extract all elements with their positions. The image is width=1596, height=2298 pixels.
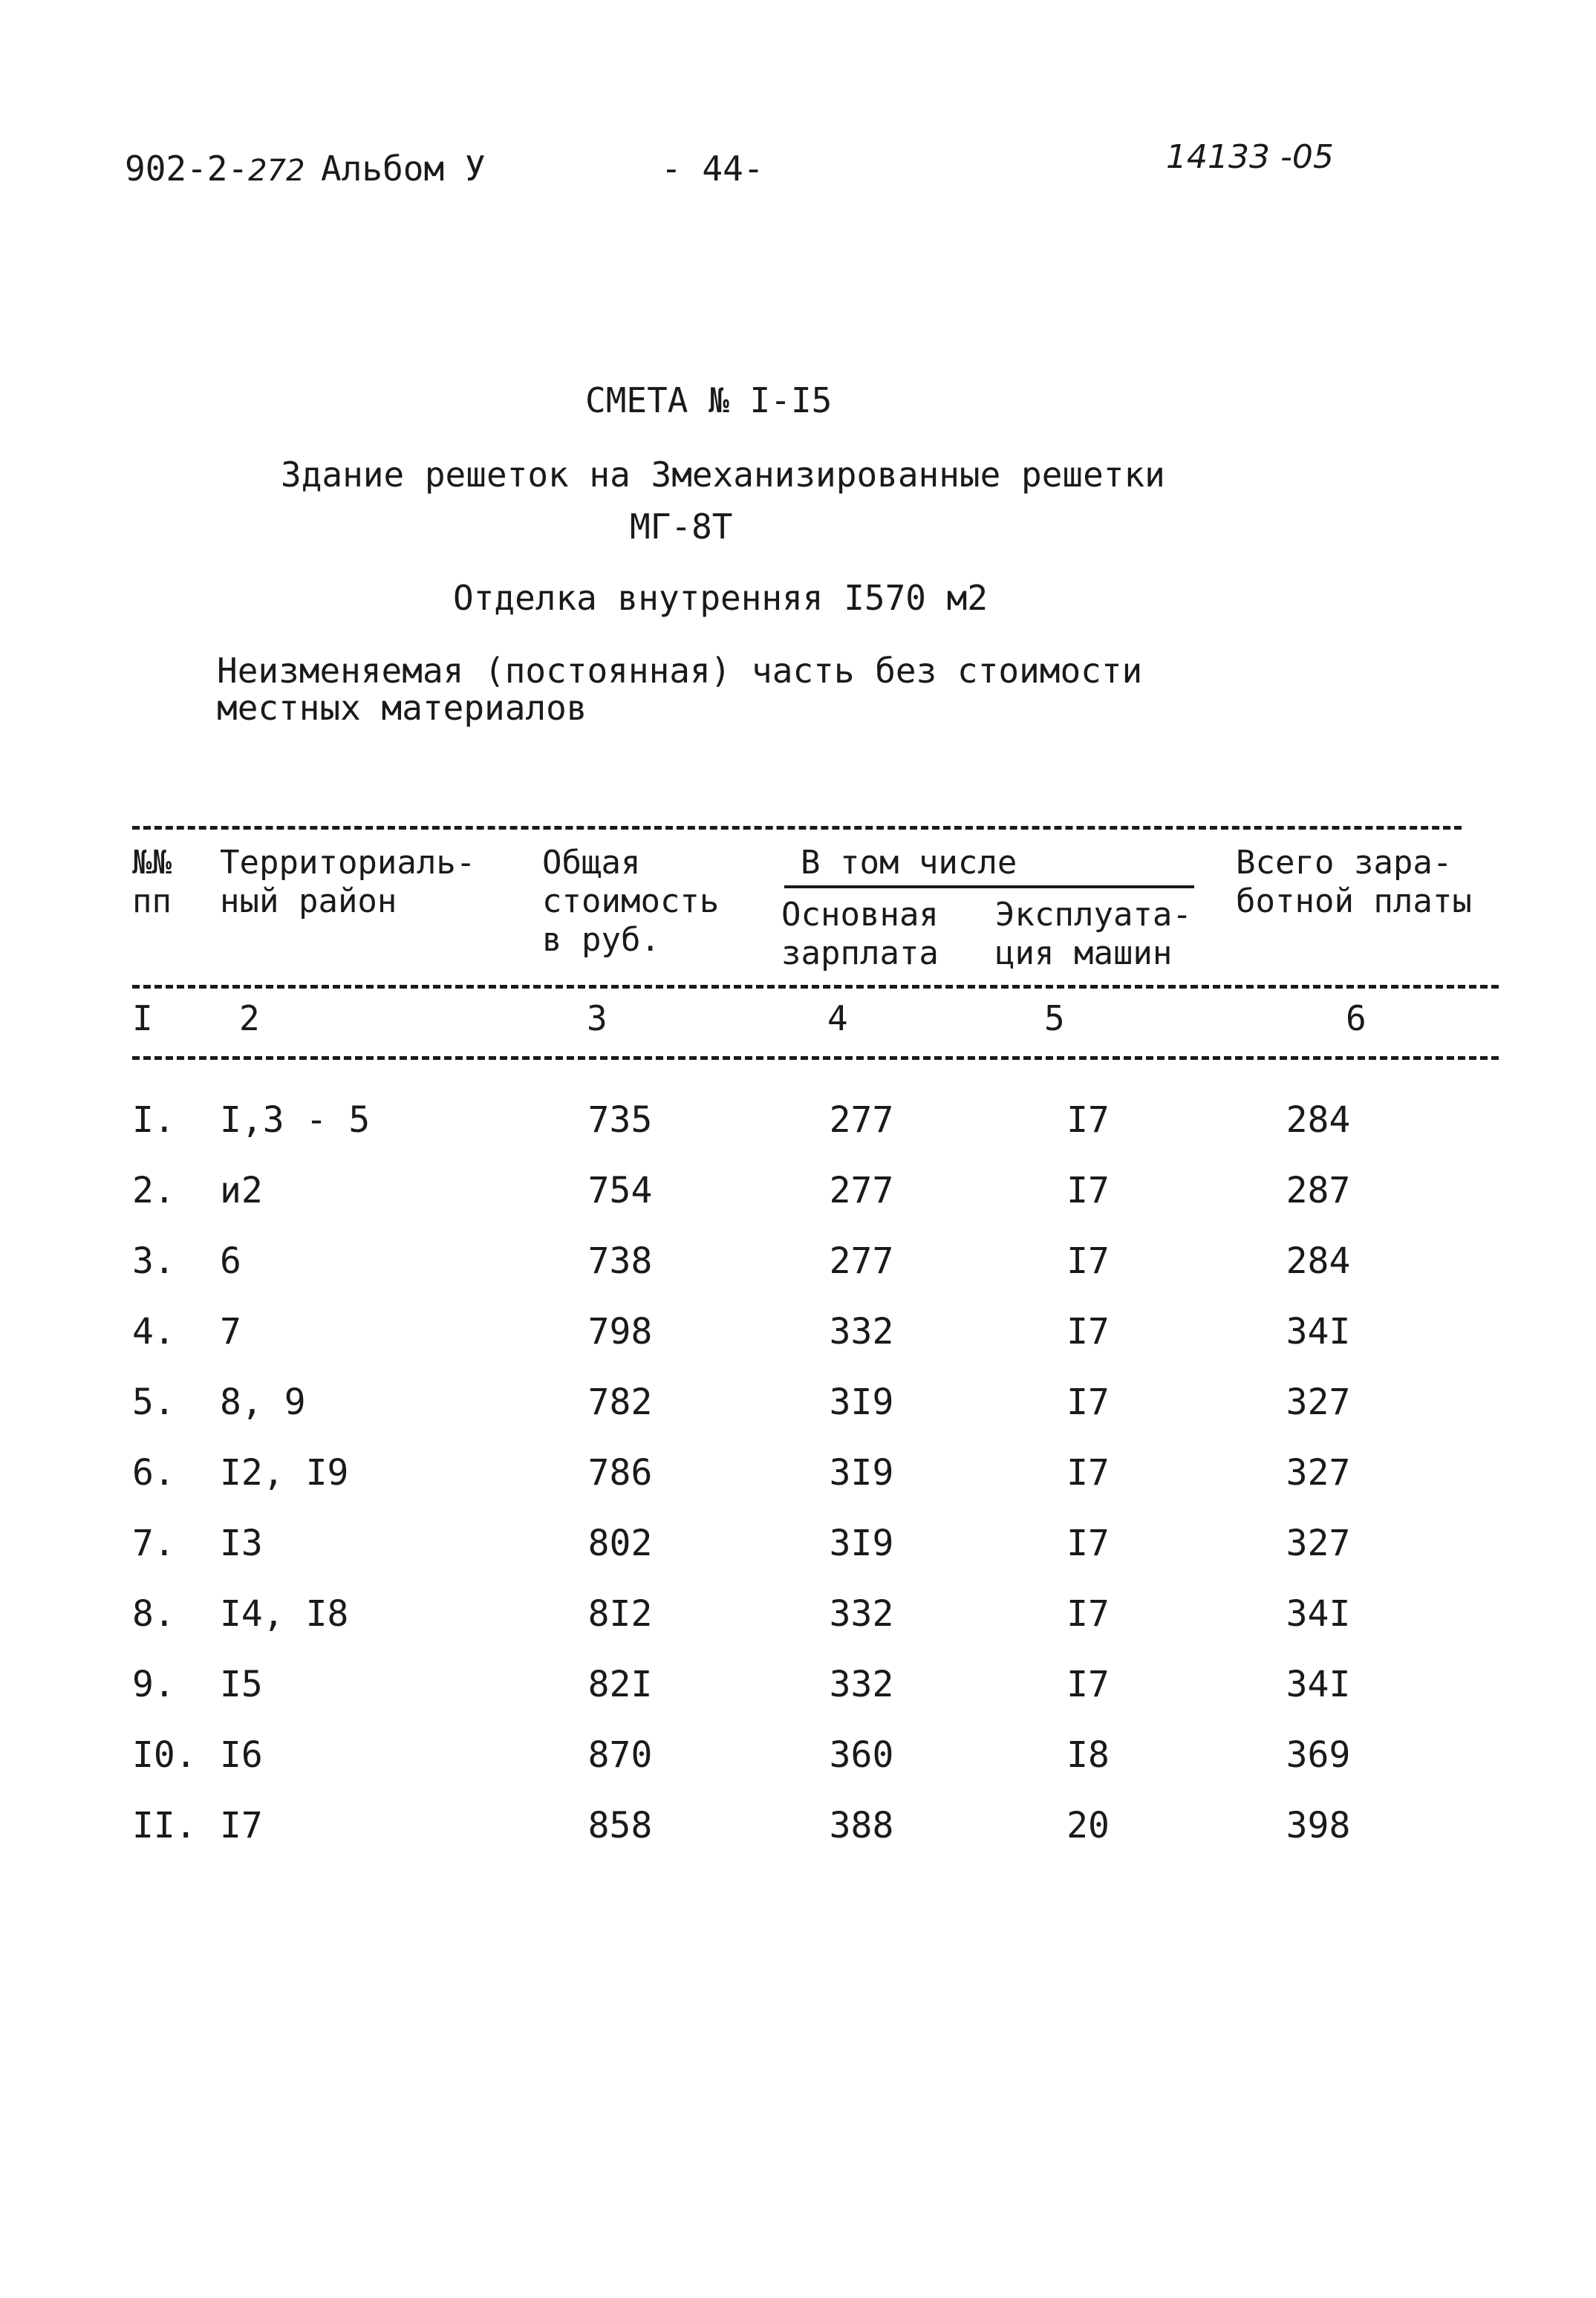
row-number: 2. bbox=[132, 1170, 175, 1211]
finishing-description: Отделка внутренняя I570 м2 bbox=[453, 578, 988, 618]
row-total-wage: 369 bbox=[1286, 1734, 1351, 1776]
header-col3: Общая стоимость в руб. bbox=[542, 844, 720, 959]
row-total-wage: 34I bbox=[1286, 1664, 1351, 1705]
row-region: 7 bbox=[220, 1311, 241, 1353]
row-total-wage: 284 bbox=[1286, 1240, 1351, 1282]
col-number-6: 6 bbox=[1346, 998, 1367, 1038]
row-machine-operation: I7 bbox=[1066, 1664, 1110, 1705]
row-machine-operation: I8 bbox=[1066, 1734, 1110, 1776]
row-machine-operation: 20 bbox=[1066, 1805, 1110, 1846]
row-total-cost: 798 bbox=[587, 1311, 653, 1353]
row-region: I6 bbox=[220, 1734, 263, 1776]
row-total-wage: 398 bbox=[1286, 1805, 1351, 1846]
row-total-cost: 735 bbox=[587, 1099, 653, 1141]
row-region: 6 bbox=[220, 1240, 241, 1282]
document-code-handwritten: 272 bbox=[248, 154, 305, 188]
row-total-cost: 870 bbox=[587, 1734, 653, 1776]
row-region: I3 bbox=[220, 1523, 263, 1564]
row-machine-operation: I7 bbox=[1066, 1311, 1110, 1353]
row-number: 9. bbox=[132, 1664, 175, 1705]
building-name-line1: Здание решеток на Змеханизированные решетки bbox=[281, 455, 1165, 495]
row-region: I2, I9 bbox=[220, 1452, 349, 1494]
row-base-wage: 3I9 bbox=[829, 1523, 894, 1564]
row-region: I5 bbox=[220, 1664, 263, 1705]
header-col2: Территориаль- ный район bbox=[220, 844, 476, 920]
note-line2: местных материалов bbox=[217, 688, 587, 728]
handwritten-reference: 14133 -05 bbox=[1166, 138, 1334, 176]
col-number-5: 5 bbox=[1044, 998, 1065, 1038]
col-number-bottom-rule bbox=[132, 1056, 1499, 1060]
row-region: 8, 9 bbox=[220, 1381, 306, 1423]
row-total-cost: 754 bbox=[587, 1170, 653, 1211]
row-machine-operation: I7 bbox=[1066, 1523, 1110, 1564]
row-base-wage: 277 bbox=[829, 1240, 894, 1282]
row-base-wage: 360 bbox=[829, 1734, 894, 1776]
col-number-2: 2 bbox=[239, 998, 260, 1038]
row-region: I4, I8 bbox=[220, 1593, 349, 1635]
row-total-cost: 786 bbox=[587, 1452, 653, 1494]
row-number: 7. bbox=[132, 1523, 175, 1564]
header-group-underline bbox=[784, 885, 1194, 888]
row-total-cost: 858 bbox=[587, 1805, 653, 1846]
row-total-wage: 34I bbox=[1286, 1311, 1351, 1353]
row-total-wage: 287 bbox=[1286, 1170, 1351, 1211]
row-base-wage: 3I9 bbox=[829, 1381, 894, 1423]
note-line1: Неизменяемая (постоянная) часть без стоимости bbox=[217, 651, 1143, 691]
row-region: I7 bbox=[220, 1805, 263, 1846]
row-total-cost: 802 bbox=[587, 1523, 653, 1564]
building-name-line2: МГ-8Т bbox=[630, 507, 733, 547]
row-number: 4. bbox=[132, 1311, 175, 1353]
table-top-rule bbox=[132, 826, 1462, 830]
row-base-wage: 332 bbox=[829, 1664, 894, 1705]
col-number-4: 4 bbox=[827, 998, 848, 1038]
header-col6: Всего зара- ботной платы bbox=[1236, 844, 1472, 920]
row-machine-operation: I7 bbox=[1066, 1452, 1110, 1494]
row-machine-operation: I7 bbox=[1066, 1593, 1110, 1635]
header-group: В том числе bbox=[801, 844, 1017, 882]
row-total-cost: 782 bbox=[587, 1381, 653, 1423]
row-total-wage: 327 bbox=[1286, 1381, 1351, 1423]
row-machine-operation: I7 bbox=[1066, 1240, 1110, 1282]
row-number: 6. bbox=[132, 1452, 175, 1494]
row-number: 8. bbox=[132, 1593, 175, 1635]
row-region: и2 bbox=[220, 1170, 263, 1211]
row-base-wage: 332 bbox=[829, 1311, 894, 1353]
row-region: I,3 - 5 bbox=[220, 1099, 371, 1141]
header-col4: Основная зарплата bbox=[781, 896, 939, 972]
row-number: II. bbox=[132, 1805, 197, 1846]
row-base-wage: 277 bbox=[829, 1099, 894, 1141]
header-bottom-rule bbox=[132, 985, 1499, 989]
page-number: - 44- bbox=[661, 149, 764, 189]
album-label: Альбом У bbox=[321, 149, 486, 189]
col-number-1: I bbox=[132, 998, 153, 1038]
row-base-wage: 277 bbox=[829, 1170, 894, 1211]
row-total-wage: 34I bbox=[1286, 1593, 1351, 1635]
col-number-3: 3 bbox=[587, 998, 608, 1038]
row-machine-operation: I7 bbox=[1066, 1381, 1110, 1423]
row-total-wage: 327 bbox=[1286, 1452, 1351, 1494]
row-base-wage: 388 bbox=[829, 1805, 894, 1846]
row-number: 3. bbox=[132, 1240, 175, 1282]
row-total-cost: 82I bbox=[587, 1664, 653, 1705]
row-number: 5. bbox=[132, 1381, 175, 1423]
row-number: I. bbox=[132, 1099, 175, 1141]
row-total-cost: 8I2 bbox=[587, 1593, 653, 1635]
row-base-wage: 332 bbox=[829, 1593, 894, 1635]
row-machine-operation: I7 bbox=[1066, 1099, 1110, 1141]
document-code: 902-2-272 bbox=[125, 149, 305, 189]
row-total-cost: 738 bbox=[587, 1240, 653, 1282]
row-machine-operation: I7 bbox=[1066, 1170, 1110, 1211]
row-total-wage: 284 bbox=[1286, 1099, 1351, 1141]
header-col1: №№ пп bbox=[132, 844, 172, 920]
row-number: I0. bbox=[132, 1734, 197, 1776]
estimate-title: СМЕТА № I-I5 bbox=[585, 380, 833, 420]
header-col5: Эксплуата- ция машин bbox=[995, 896, 1192, 972]
row-base-wage: 3I9 bbox=[829, 1452, 894, 1494]
row-total-wage: 327 bbox=[1286, 1523, 1351, 1564]
